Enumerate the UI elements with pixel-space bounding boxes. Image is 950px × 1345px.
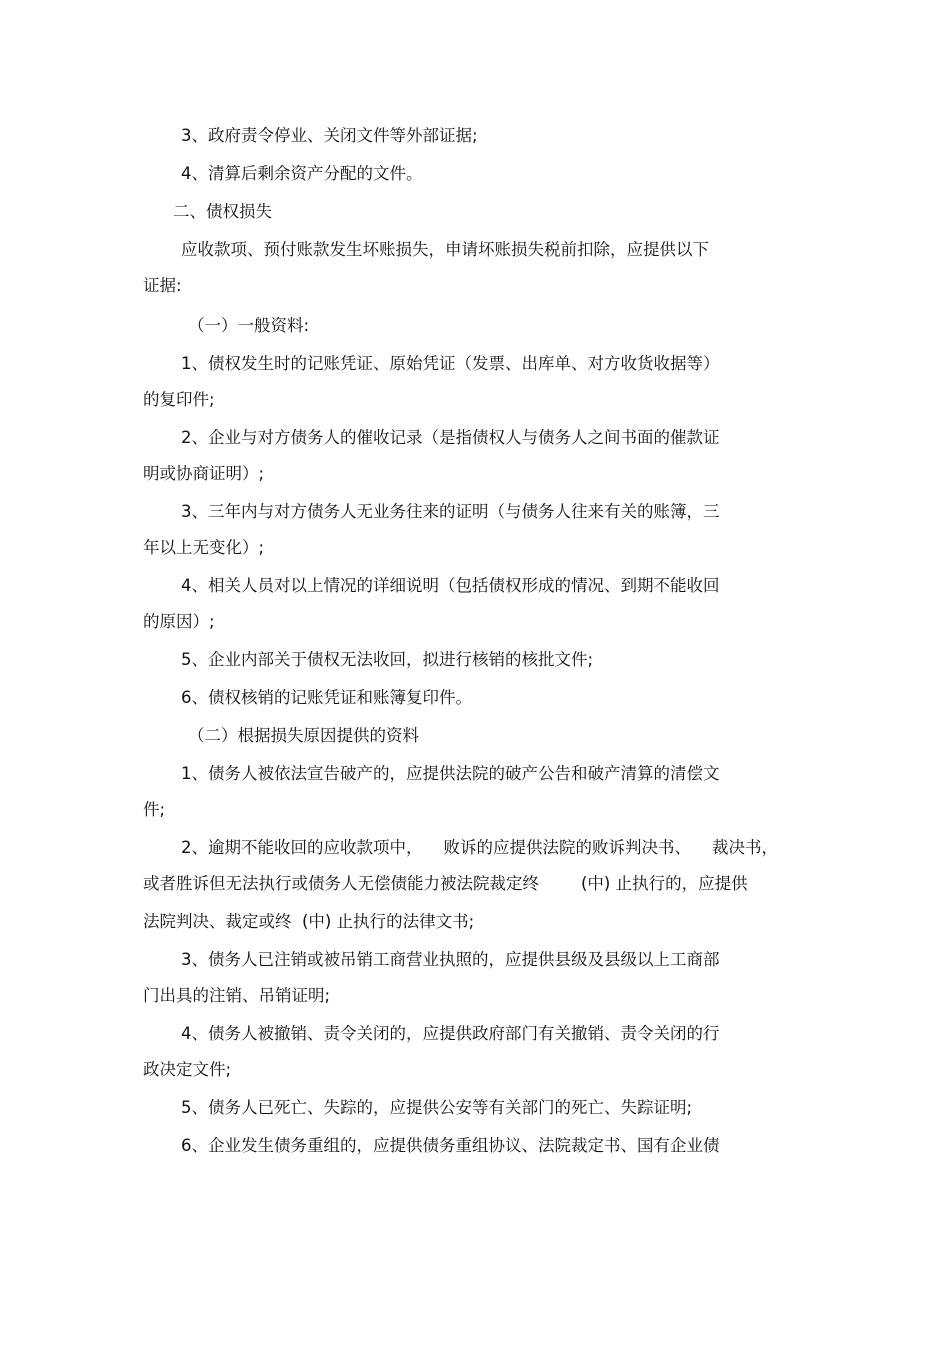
item-3-external-evidence: 3、政府责令停业、关闭文件等外部证据;	[181, 126, 478, 145]
cause-item-1-line2: 件;	[143, 800, 166, 819]
general-item-4-line2: 的原因）;	[143, 612, 215, 631]
cause-item-2-line1: 2、逾期不能收回的应收款项中， 败诉的应提供法院的败诉判决书、 裁决书，	[181, 838, 778, 857]
cause-item-4-line1: 4、债务人被撤销、责令关闭的，应提供政府部门有关撤销、责令关闭的行	[181, 1024, 720, 1043]
general-item-2-line2: 明或协商证明）;	[143, 464, 265, 483]
cause-item-2-line2: 或者胜诉但无法执行或债务人无偿债能力被法院裁定终 (中) 止执行的，应提供	[143, 874, 748, 893]
cause-item-5: 5、债务人已死亡、失踪的，应提供公安等有关部门的死亡、失踪证明;	[181, 1098, 693, 1117]
general-item-1-line2: 的复印件;	[143, 390, 215, 409]
general-item-4-line1: 4、相关人员对以上情况的详细说明（包括债权形成的情况、到期不能收回	[181, 576, 720, 595]
general-item-3-line2: 年以上无变化）;	[143, 538, 265, 557]
general-item-6: 6、债权核销的记账凭证和账簿复印件。	[181, 688, 472, 707]
cause-item-4-line2: 政决定文件;	[143, 1060, 232, 1079]
paragraph-intro-line1: 应收款项、预付账款发生坏账损失，申请坏账损失税前扣除，应提供以下	[181, 240, 709, 259]
cause-item-2-line3: 法院判决、裁定或终 (中) 止执行的法律文书;	[143, 912, 475, 931]
subheading-general-materials: （一）一般资料:	[188, 316, 310, 335]
paragraph-intro-line2: 证据:	[143, 276, 182, 295]
general-item-1-line1: 1、债权发生时的记账凭证、原始凭证（发票、出库单、对方收货收据等）	[181, 354, 720, 373]
cause-item-1-line1: 1、债务人被依法宣告破产的，应提供法院的破产公告和破产清算的清偿文	[181, 764, 720, 783]
subheading-loss-cause-materials: （二）根据损失原因提供的资料	[188, 726, 419, 745]
cause-item-3-line1: 3、债务人已注销或被吊销工商营业执照的，应提供县级及县级以上工商部	[181, 950, 720, 969]
cause-item-6-line1: 6、企业发生债务重组的，应提供债务重组协议、法院裁定书、国有企业债	[181, 1136, 720, 1155]
cause-item-3-line2: 门出具的注销、吊销证明;	[143, 986, 331, 1005]
general-item-3-line1: 3、三年内与对方债务人无业务往来的证明（与债务人往来有关的账簿，三	[181, 502, 720, 521]
general-item-5: 5、企业内部关于债权无法收回，拟进行核销的核批文件;	[181, 650, 594, 669]
item-4-liquidation-docs: 4、清算后剩余资产分配的文件。	[181, 164, 423, 183]
general-item-2-line1: 2、企业与对方债务人的催收记录（是指债权人与债务人之间书面的催款证	[181, 428, 720, 447]
section-heading-debt-loss: 二、债权损失	[173, 202, 272, 221]
